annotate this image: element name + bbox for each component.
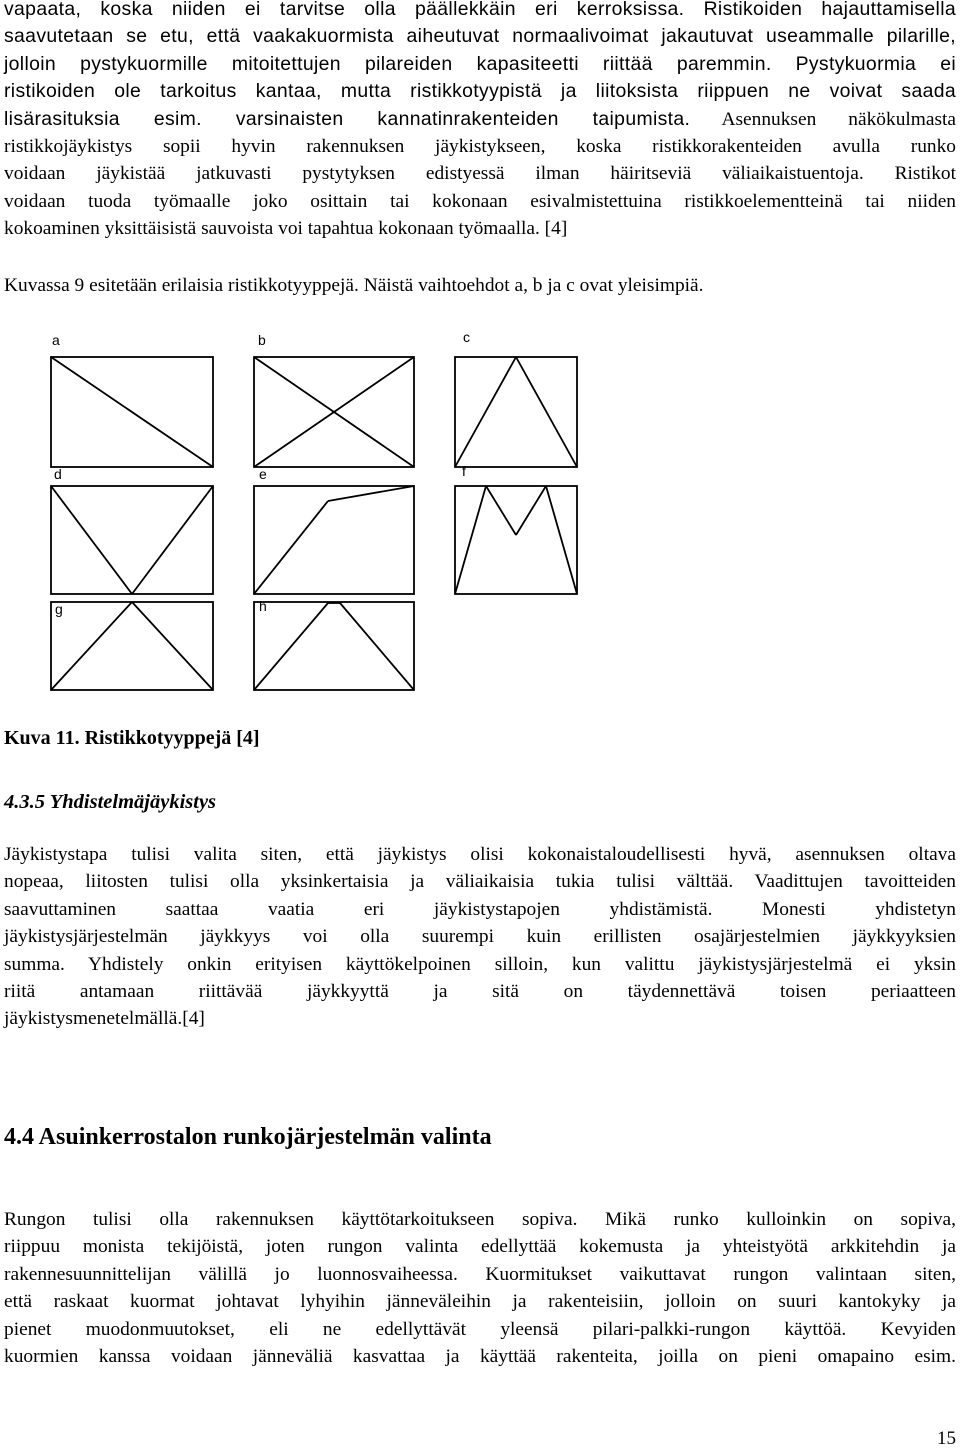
text-line: nopeaa, liitosten tulisi olla yksinkertaisia ja väliaikaisia tukia tulisi välttää. Vaadittujen tavoitteiden [4,871,956,893]
text-line: Jäykistystapa tulisi valita siten, että jäykistys olisi kokonaistaloudellisesti hyvä, asennuksen oltava [4,844,956,865]
truss-a [51,357,213,467]
figure-label: f [462,463,466,479]
section-paragraph [4,1206,956,1370]
text-line: jäykistysjärjestelmän jäykkyys voi olla suurempi kuin erillisten osajärjestelmien jäykkyyksien [4,926,956,948]
text-span: Asennuksen näkökulmasta [721,108,957,130]
section-paragraph [4,841,956,1033]
truss-c [455,357,577,467]
truss-d [51,486,213,594]
text-line: vapaata, koska niiden ei tarvitse olla päällekkäin eri kerroksissa. Ristikoiden hajauttamisella [4,0,956,20]
text-line: rakennesuunnittelijan välillä jo luonnosvaiheessa. Kuormitukset vaikuttavat rungon valintaan siten, [4,1263,956,1285]
text-line: jolloin pystykuormille mitoitettujen pilareiden kapasiteetti riittää paremmin. Pystykuormia ei [4,52,956,75]
figure-label: b [258,332,266,348]
figure-label: g [55,601,63,617]
text-line: Rungon tulisi olla rakennuksen käyttötarkoitukseen sopiva. Mikä runko kulloinkin on sopiva, [4,1209,956,1230]
truss-g [51,602,213,690]
figure-caption: Kuva 11. Ristikkotyyppejä [4] [4,727,260,749]
mixed-line [4,106,956,133]
text-line: että raskaat kuormat johtavat lyhyihin jänneväleihin ja rakenteisiin, jolloin on suuri kantokyky ja [4,1291,956,1313]
figure-label: a [52,332,60,348]
figure-intro: Kuvassa 9 esitetään erilaisia ristikkotyyppejä. Näistä vaihtoehdot a, b ja c ovat yleisimpiä. [4,275,704,296]
text-line: voidaan jäykistää jatkuvasti pystytyksen edistyessä ilman häiritseviä väliaikaistuentoja. Ristikot [4,163,956,185]
text-line: riippuu monista tekijöistä, joten rungon valinta edellyttää kokemusta ja yhteistyötä arkkitehdin ja [4,1236,956,1258]
truss-f [455,486,577,594]
page-number: 15 [937,1428,956,1449]
text-line: voidaan tuoda työmaalle joko osittain tai kokonaan esivalmistettuina ristikkoelementteinä tai niiden [4,190,956,212]
truss-b [254,357,414,467]
figure-label: c [463,330,470,345]
truss-e [254,486,414,594]
figure-label: d [54,466,62,482]
text-line: saavutetaan se etu, että vaakakuormista aiheutuvat normaalivoimat jakautuvat useammalle pilarille, [4,25,956,48]
text-line: kuormien kanssa voidaan jänneväliä kasvattaa ja käyttää rakenteita, joilla on pieni omapaino esim. [4,1345,956,1367]
text-line: kokoaminen yksittäisistä sauvoista voi tapahtua kokonaan työmaalla. [4] [4,218,568,240]
text-line: riitä antamaan riittävää jäykkyyttä ja sitä on täydennettävä toisen periaatteen [4,980,956,1002]
text-span: lisärasituksia esim. varsinaisten kannatinrakenteiden taipumista. [4,107,691,130]
section-heading: 4.4 Asuinkerrostalon runkojärjestelmän valinta [4,1124,492,1150]
truss-h [254,602,414,690]
text-line: ristikkojäykistys sopii hyvin rakennuksen jäykistykseen, koska ristikkorakenteiden avulla runko [4,135,956,157]
text-line: summa. Yhdistely onkin erityisen käyttökelpoinen silloin, kun valittu jäykistysjärjestelmä ei yksin [4,953,956,975]
text-line: saavuttaminen saattaa vaatia eri jäykistystapojen yhdistämistä. Monesti yhdistetyn [4,898,956,920]
truss-types-figure [40,330,580,700]
subheading: 4.3.5 Yhdistelmäjäykistys [4,791,217,813]
text-line: jäykistysmenetelmällä.[4] [4,1008,205,1030]
figure-label: e [259,466,267,482]
figure-label: h [259,598,267,614]
intro-paragraph [4,0,956,243]
text-line: ristikoiden ole tarkoitus kantaa, mutta ristikkotyypistä ja liitoksista riippuen ne voivat saada [4,80,956,103]
text-line: pienet muodonmuutokset, eli ne edellyttävät yleensä pilari-palkki-rungon käyttöä. Kevyiden [4,1318,956,1340]
